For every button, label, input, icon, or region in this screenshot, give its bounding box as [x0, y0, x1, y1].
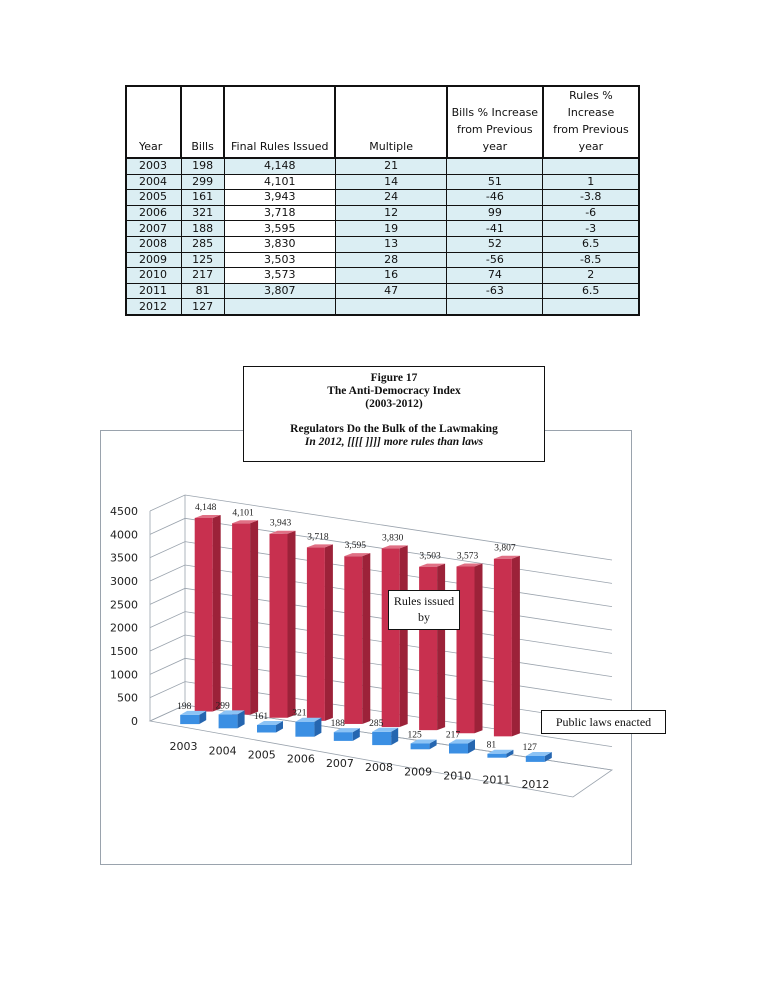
laws-data-label: 321 — [292, 708, 307, 719]
table-cell: 28 — [335, 252, 446, 268]
laws-data-label: 217 — [445, 730, 461, 741]
rules-data-label: 3,595 — [344, 541, 366, 552]
x-tick-label: 2008 — [365, 761, 394, 775]
table-cell: 2006 — [126, 205, 181, 221]
rules-bar — [344, 556, 362, 724]
table-cell: 285 — [181, 236, 224, 252]
header-line: from Previous — [553, 123, 629, 136]
table-cell: 2005 — [126, 190, 181, 206]
table-cell: 13 — [335, 236, 446, 252]
x-tick-label: 2012 — [521, 777, 550, 791]
laws-bar — [411, 743, 430, 749]
laws-bar — [219, 714, 238, 728]
rules-bar-side — [213, 515, 221, 712]
table-cell: 21 — [335, 158, 446, 174]
rules-bar-side — [475, 564, 483, 734]
y-tick-label: 0 — [131, 715, 138, 728]
rules-bar — [270, 534, 288, 718]
table-cell: -41 — [447, 221, 543, 237]
figure-number: Figure 17 — [370, 372, 418, 384]
x-tick-label: 2004 — [208, 744, 237, 758]
x-tick-label: 2010 — [443, 769, 472, 783]
table-cell: 2012 — [126, 299, 181, 315]
table-cell: 3,943 — [224, 190, 335, 206]
table-cell: 99 — [447, 205, 543, 221]
x-tick-label: 2006 — [286, 752, 315, 766]
table-cell: 161 — [181, 190, 224, 206]
rules-bar — [232, 523, 250, 714]
table-cell: 3,718 — [224, 205, 335, 221]
table-cell: 4,148 — [224, 158, 335, 174]
x-tick-label: 2005 — [247, 748, 276, 762]
table-cell: 6.5 — [543, 236, 639, 252]
header-line: year — [482, 140, 508, 153]
table-cell: 299 — [181, 174, 224, 190]
table-cell: -3 — [543, 221, 639, 237]
table-cell: 3,807 — [224, 283, 335, 299]
laws-bar — [372, 732, 391, 745]
table-cell: -3.8 — [543, 190, 639, 206]
table-cell: 12 — [335, 205, 446, 221]
figure-years: (2003-2012) — [365, 398, 423, 410]
table-cell: 3,573 — [224, 268, 335, 284]
laws-data-label: 161 — [253, 711, 269, 722]
table-cell: 2004 — [126, 174, 181, 190]
rules-data-label: 3,830 — [382, 533, 404, 544]
table-cell: 1 — [543, 174, 639, 190]
rules-data-label: 3,807 — [494, 543, 516, 554]
laws-data-label: 188 — [330, 719, 345, 730]
table-cell: 14 — [335, 174, 446, 190]
laws-bar — [295, 722, 314, 737]
figure-subtitle: Regulators Do the Bulk of the Lawmaking — [290, 423, 498, 435]
y-tick-label: 2000 — [110, 621, 138, 635]
rules-data-label: 4,148 — [195, 502, 217, 513]
table-cell: 74 — [447, 268, 543, 284]
laws-bar — [487, 754, 506, 758]
col-header-multiple: Multiple — [335, 86, 446, 158]
table-cell: 3,595 — [224, 221, 335, 237]
table-cell: -46 — [447, 190, 543, 206]
table-cell: 198 — [181, 158, 224, 174]
laws-bar — [257, 725, 276, 733]
table-cell: 321 — [181, 205, 224, 221]
col-header-year: Year — [126, 86, 181, 158]
header-line: Bills % Increase — [451, 106, 539, 119]
laws-data-label: 299 — [215, 701, 230, 712]
table-cell: 3,503 — [224, 252, 335, 268]
table-cell: 81 — [181, 283, 224, 299]
rules-bar-side — [400, 545, 408, 727]
rules-bar-side — [512, 556, 520, 737]
x-tick-label: 2009 — [404, 765, 433, 779]
laws-bar — [449, 743, 468, 753]
table-cell: 127 — [181, 299, 224, 315]
x-tick-label: 2011 — [482, 773, 511, 787]
table-cell: 2 — [543, 268, 639, 284]
rules-data-label: 3,503 — [419, 551, 441, 562]
table-cell: 6.5 — [543, 283, 639, 299]
figure-caption: In 2012, [[[[ ]]]] more rules than laws — [304, 436, 484, 448]
laws-data-label: 285 — [369, 718, 384, 729]
laws-bar — [526, 756, 545, 762]
table-cell: 51 — [447, 174, 543, 190]
laws-data-label: 125 — [407, 730, 422, 741]
y-tick-label: 4500 — [110, 505, 138, 518]
laws-bar — [334, 732, 353, 741]
table-cell: -8.5 — [543, 252, 639, 268]
laws-data-label: 198 — [177, 701, 192, 712]
figure-title-box — [243, 366, 545, 462]
col-header-bills: Bills — [181, 86, 224, 158]
x-tick-label: 2003 — [169, 740, 198, 754]
figure-title: The Anti-Democracy Index — [327, 385, 461, 397]
rules-data-label: 3,718 — [307, 532, 329, 543]
rules-data-label: 3,573 — [456, 551, 479, 562]
y-tick-label: 2500 — [110, 598, 138, 612]
rules-bar-side — [362, 553, 370, 724]
table-cell: 2010 — [126, 268, 181, 284]
table-cell: 2003 — [126, 158, 181, 174]
header-line: Rules % Increase — [567, 89, 615, 119]
rules-bar — [382, 548, 400, 727]
table-cell: 2009 — [126, 252, 181, 268]
rules-data-label: 4,101 — [232, 508, 254, 519]
table-cell: 47 — [335, 283, 446, 299]
table-cell: 3,830 — [224, 236, 335, 252]
rules-bar-side — [250, 520, 258, 714]
rules-bar-side — [288, 531, 296, 718]
table-cell: 188 — [181, 221, 224, 237]
header-line: from Previous — [457, 123, 533, 136]
laws-series-label: Public laws enacted — [541, 710, 666, 734]
laws-data-label: 127 — [522, 742, 537, 753]
table-cell: -63 — [447, 283, 543, 299]
rules-data-label: 3,943 — [269, 518, 292, 529]
y-tick-label: 1500 — [110, 645, 138, 658]
rules-bar — [195, 518, 213, 712]
y-tick-label: 3000 — [110, 575, 138, 588]
rules-bar-side — [437, 564, 445, 730]
table-cell: 2007 — [126, 221, 181, 237]
table-cell: 2008 — [126, 236, 181, 252]
table-cell: 24 — [335, 190, 446, 206]
y-tick-label: 1000 — [110, 668, 138, 682]
table-cell: -56 — [447, 252, 543, 268]
rules-bar — [494, 559, 512, 737]
table-cell: 125 — [181, 252, 224, 268]
table-cell: 16 — [335, 268, 446, 284]
rules-series-label-text: Rules issued by — [393, 594, 455, 624]
laws-bar — [180, 715, 199, 724]
table-cell: 19 — [335, 221, 446, 237]
y-tick-label: 500 — [117, 691, 138, 705]
table-cell: 217 — [181, 268, 224, 284]
x-tick-label: 2007 — [325, 756, 354, 770]
col-header-final-rules: Final Rules Issued — [224, 86, 335, 158]
header-line: year — [578, 140, 604, 153]
rules-bar — [307, 547, 325, 721]
table-cell: 2011 — [126, 283, 181, 299]
y-tick-label: 3500 — [110, 551, 138, 565]
y-tick-label: 4000 — [110, 528, 138, 542]
rules-series-label — [388, 590, 460, 630]
table-cell: -6 — [543, 205, 639, 221]
rules-bar-side — [325, 544, 333, 721]
laws-data-label: 81 — [486, 740, 497, 751]
table-cell: 4,101 — [224, 174, 335, 190]
table-cell: 52 — [447, 236, 543, 252]
